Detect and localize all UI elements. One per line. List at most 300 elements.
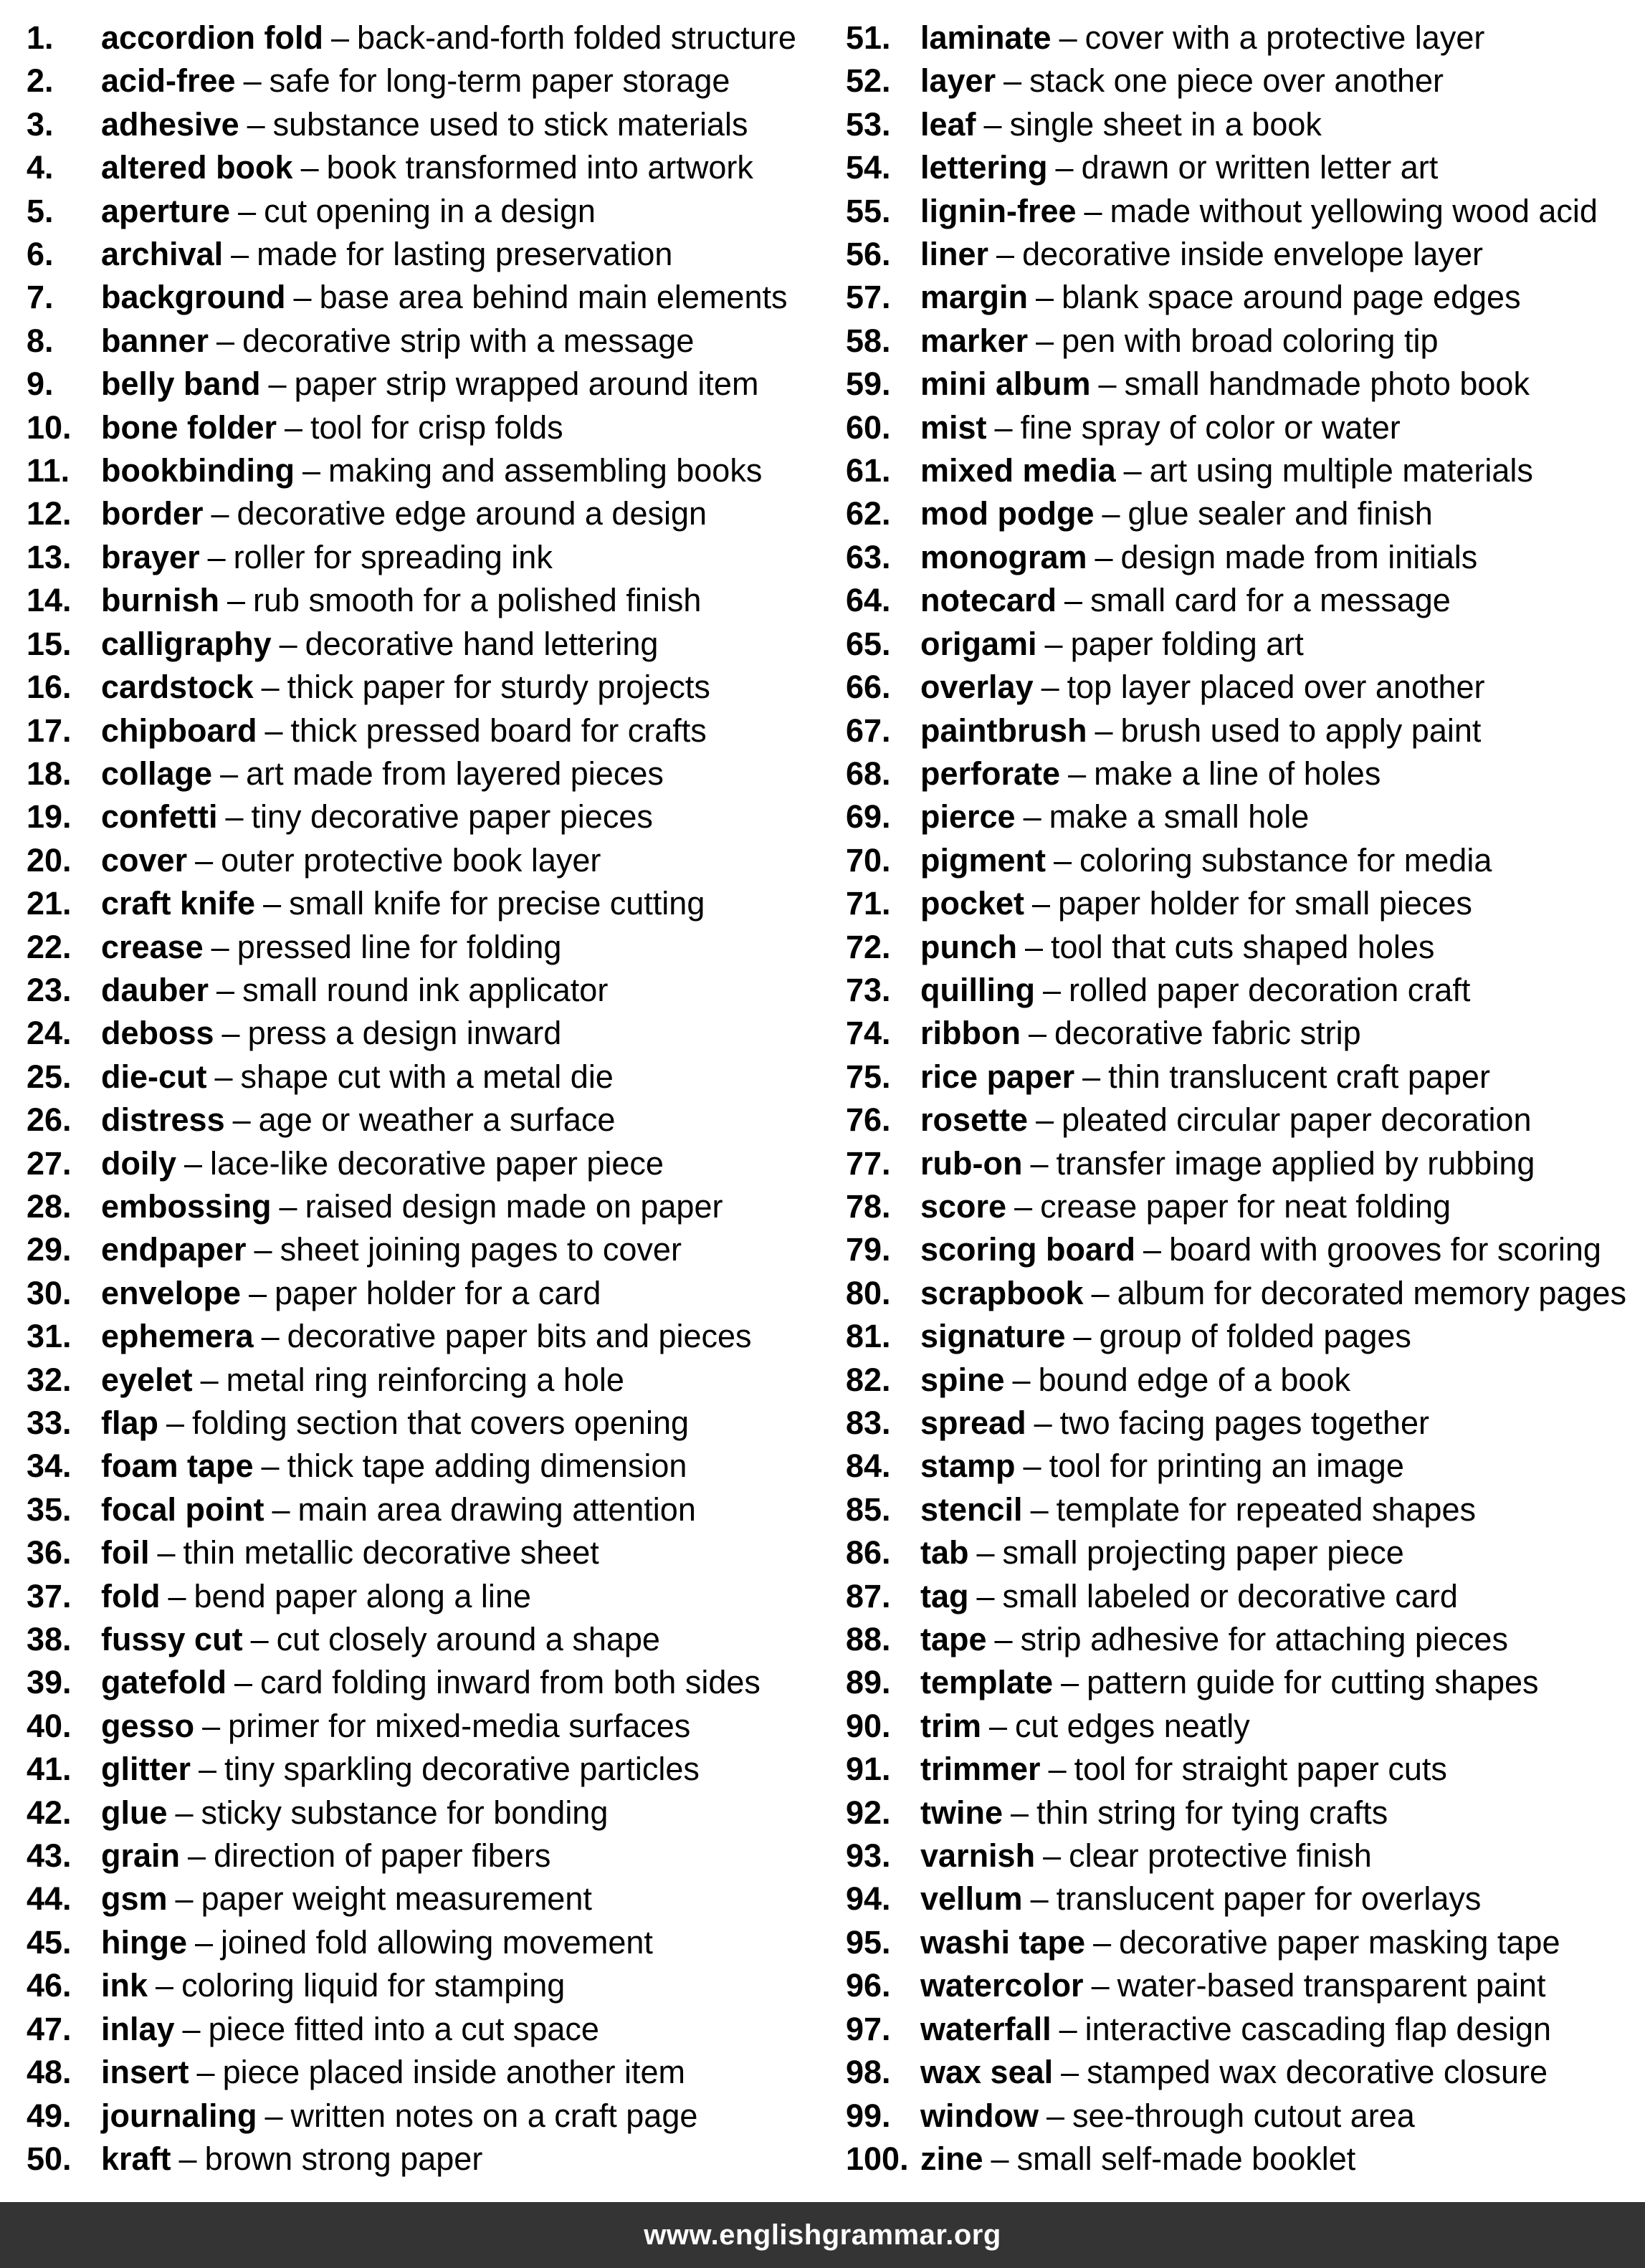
item-separator: – xyxy=(238,192,257,229)
list-item xyxy=(27,1402,846,1445)
item-definition: water-based transparent paint xyxy=(1117,1967,1546,2004)
item-separator: – xyxy=(1044,625,1063,662)
item-separator: – xyxy=(268,365,287,403)
list-item xyxy=(27,536,846,579)
item-term: ephemera xyxy=(101,1318,254,1355)
item-number: 28. xyxy=(27,1187,72,1225)
list-item xyxy=(27,926,846,969)
item-separator: – xyxy=(1084,192,1102,229)
item-definition: decorative strip with a message xyxy=(242,322,695,359)
item-separator: – xyxy=(1059,2010,1077,2047)
item-term: inlay xyxy=(101,2010,175,2047)
list-item xyxy=(846,363,1645,406)
list-item xyxy=(27,233,846,276)
item-definition: make a line of holes xyxy=(1094,755,1381,792)
item-definition: decorative edge around a design xyxy=(237,495,707,532)
item-term: ink xyxy=(101,1967,148,2004)
item-definition: safe for long-term paper storage xyxy=(269,62,730,100)
list-item xyxy=(27,1272,846,1315)
item-number: 61. xyxy=(846,452,891,489)
item-definition: tiny decorative paper pieces xyxy=(251,798,653,836)
item-definition: decorative paper bits and pieces xyxy=(287,1318,752,1355)
item-term: leaf xyxy=(920,105,976,143)
item-definition: brush used to apply paint xyxy=(1120,712,1482,749)
item-term: punch xyxy=(920,928,1017,965)
item-definition: thin metallic decorative sheet xyxy=(183,1534,599,1571)
item-definition: bend paper along a line xyxy=(194,1577,531,1614)
item-definition: cut opening in a design xyxy=(264,192,596,229)
item-number: 2. xyxy=(27,62,54,100)
item-term: grain xyxy=(101,1837,181,1875)
item-definition: interactive cascading flap design xyxy=(1084,2010,1551,2047)
item-term: die-cut xyxy=(101,1058,207,1095)
item-separator: – xyxy=(1042,971,1061,1008)
item-definition: clear protective finish xyxy=(1069,1837,1372,1875)
item-definition: piece placed inside another item xyxy=(222,2054,685,2091)
item-definition: small round ink applicator xyxy=(242,971,609,1008)
item-definition: two facing pages together xyxy=(1059,1405,1429,1441)
item-term: acid-free xyxy=(101,62,236,100)
list-item xyxy=(846,579,1645,622)
item-definition: crease paper for neat folding xyxy=(1040,1187,1451,1225)
item-number: 41. xyxy=(27,1751,72,1788)
item-term: craft knife xyxy=(101,885,256,922)
list-item xyxy=(27,1575,846,1618)
list-item xyxy=(846,1445,1645,1488)
item-separator: – xyxy=(285,408,303,446)
list-item xyxy=(27,2095,846,2138)
item-term: liner xyxy=(920,236,989,273)
item-term: tag xyxy=(920,1577,969,1614)
item-number: 67. xyxy=(846,712,891,749)
item-separator: – xyxy=(996,236,1015,273)
item-definition: coloring substance for media xyxy=(1079,841,1492,879)
item-term: tab xyxy=(920,1534,969,1571)
item-separator: – xyxy=(983,105,1002,143)
item-number: 17. xyxy=(27,712,72,749)
item-definition: fine spray of color or water xyxy=(1020,408,1401,446)
item-number: 89. xyxy=(846,1664,891,1701)
item-term: margin xyxy=(920,279,1029,316)
item-separator: – xyxy=(216,322,235,359)
item-number: 93. xyxy=(846,1837,891,1875)
list-item xyxy=(27,839,846,882)
item-definition: primer for mixed-media surfaces xyxy=(228,1707,691,1744)
list-item xyxy=(846,320,1645,363)
item-separator: – xyxy=(1030,1491,1049,1528)
item-separator: – xyxy=(261,669,280,706)
item-term: calligraphy xyxy=(101,625,272,662)
item-separator: – xyxy=(279,625,297,662)
item-number: 94. xyxy=(846,1880,891,1918)
list-item xyxy=(846,1228,1645,1271)
item-definition: transfer image applied by rubbing xyxy=(1056,1144,1535,1182)
list-item xyxy=(27,16,846,59)
item-number: 34. xyxy=(27,1448,72,1485)
item-definition: decorative inside envelope layer xyxy=(1022,236,1483,273)
item-separator: – xyxy=(1011,1794,1029,1831)
item-term: stamp xyxy=(920,1448,1016,1485)
list-item xyxy=(27,320,846,363)
item-term: trim xyxy=(920,1707,982,1744)
item-definition: small handmade photo book xyxy=(1124,365,1530,403)
item-definition: book transformed into artwork xyxy=(326,149,753,186)
item-number: 45. xyxy=(27,1923,72,1961)
list-item xyxy=(846,752,1645,795)
item-separator: – xyxy=(1055,149,1074,186)
item-separator: – xyxy=(989,1707,1008,1744)
item-number: 5. xyxy=(27,192,54,229)
item-term: notecard xyxy=(920,582,1057,619)
item-definition: pleated circular paper decoration xyxy=(1062,1101,1532,1139)
list-item xyxy=(27,276,846,319)
item-separator: – xyxy=(1028,1015,1046,1052)
item-term: perforate xyxy=(920,755,1061,792)
item-separator: – xyxy=(1095,712,1113,749)
item-number: 15. xyxy=(27,625,72,662)
item-term: mixed media xyxy=(920,452,1116,489)
list-item xyxy=(846,882,1645,925)
item-number: 23. xyxy=(27,971,72,1008)
item-definition: base area behind main elements xyxy=(319,279,788,316)
item-separator: – xyxy=(302,452,320,489)
item-term: burnish xyxy=(101,582,219,619)
item-number: 36. xyxy=(27,1534,72,1571)
item-number: 33. xyxy=(27,1405,72,1441)
list-item xyxy=(27,1964,846,2007)
item-separator: – xyxy=(200,1361,219,1398)
item-term: crease xyxy=(101,928,204,965)
item-term: monogram xyxy=(920,538,1087,575)
item-definition: folding section that covers opening xyxy=(192,1405,689,1441)
item-separator: – xyxy=(1032,885,1051,922)
item-number: 63. xyxy=(846,538,891,575)
item-definition: drawn or written letter art xyxy=(1081,149,1439,186)
item-number: 1. xyxy=(27,19,54,56)
item-number: 12. xyxy=(27,495,72,532)
item-separator: – xyxy=(1102,495,1120,532)
item-number: 11. xyxy=(27,452,70,489)
list-item xyxy=(846,623,1645,666)
list-item xyxy=(846,709,1645,752)
list-item xyxy=(27,1531,846,1574)
item-separator: – xyxy=(157,1534,176,1571)
item-separator: – xyxy=(994,1621,1013,1658)
item-term: envelope xyxy=(101,1274,242,1311)
item-definition: template for repeated shapes xyxy=(1056,1491,1476,1528)
item-number: 21. xyxy=(27,885,72,922)
item-number: 9. xyxy=(27,365,54,403)
list-item xyxy=(846,1921,1645,1964)
item-separator: – xyxy=(232,1101,251,1139)
item-definition: top layer placed over another xyxy=(1067,669,1485,706)
item-definition: tool that cuts shaped holes xyxy=(1051,928,1435,965)
item-separator: – xyxy=(211,495,229,532)
item-separator: – xyxy=(1143,1231,1162,1268)
item-definition: paper holder for a card xyxy=(275,1274,601,1311)
item-separator: – xyxy=(195,1923,214,1961)
list-item xyxy=(846,59,1645,102)
item-definition: press a design inward xyxy=(247,1015,562,1052)
list-item xyxy=(846,1315,1645,1358)
list-item xyxy=(846,666,1645,709)
item-separator: – xyxy=(254,1231,272,1268)
item-definition: decorative hand lettering xyxy=(305,625,659,662)
item-definition: pen with broad coloring tip xyxy=(1062,322,1439,359)
list-item xyxy=(27,623,846,666)
item-term: cardstock xyxy=(101,669,254,706)
list-item xyxy=(27,2051,846,2094)
item-term: vellum xyxy=(920,1880,1023,1918)
list-item xyxy=(27,2008,846,2051)
item-term: deboss xyxy=(101,1015,214,1052)
item-term: stencil xyxy=(920,1491,1023,1528)
item-term: accordion fold xyxy=(101,19,324,56)
list-item xyxy=(27,1099,846,1142)
item-number: 44. xyxy=(27,1880,72,1918)
item-term: pigment xyxy=(920,841,1046,879)
list-item xyxy=(846,2138,1645,2181)
item-definition: brown strong paper xyxy=(204,2140,483,2177)
item-number: 98. xyxy=(846,2054,891,2091)
list-item xyxy=(846,492,1645,535)
item-number: 66. xyxy=(846,669,891,706)
item-definition: small labeled or decorative card xyxy=(1002,1577,1458,1614)
item-number: 46. xyxy=(27,1967,72,2004)
list-item xyxy=(846,536,1645,579)
item-definition: small self-made booklet xyxy=(1016,2140,1356,2177)
item-term: rice paper xyxy=(920,1058,1075,1095)
item-term: collage xyxy=(101,755,213,792)
list-item xyxy=(846,2008,1645,2051)
item-number: 92. xyxy=(846,1794,891,1831)
item-term: dauber xyxy=(101,971,209,1008)
item-number: 97. xyxy=(846,2010,891,2047)
item-number: 76. xyxy=(846,1101,891,1139)
item-separator: – xyxy=(156,1967,174,2004)
item-separator: – xyxy=(249,1274,267,1311)
item-number: 47. xyxy=(27,2010,72,2047)
item-definition: age or weather a surface xyxy=(258,1101,616,1139)
item-separator: – xyxy=(261,1318,280,1355)
item-number: 69. xyxy=(846,798,891,836)
item-term: pierce xyxy=(920,798,1016,836)
list-item xyxy=(27,1705,846,1748)
list-item xyxy=(27,59,846,102)
item-term: pocket xyxy=(920,885,1025,922)
item-definition: direction of paper fibers xyxy=(214,1837,551,1875)
item-separator: – xyxy=(264,2097,283,2134)
item-definition: bound edge of a book xyxy=(1038,1361,1350,1398)
item-number: 25. xyxy=(27,1058,72,1095)
item-term: gsm xyxy=(101,1880,168,1918)
item-definition: paper weight measurement xyxy=(201,1880,592,1918)
item-number: 74. xyxy=(846,1015,891,1052)
item-separator: – xyxy=(1043,1837,1062,1875)
item-definition: sheet joining pages to cover xyxy=(280,1231,682,1268)
list-item xyxy=(846,1359,1645,1402)
item-term: spread xyxy=(920,1405,1026,1441)
list-item xyxy=(27,1877,846,1920)
item-separator: – xyxy=(1036,1101,1054,1139)
item-term: kraft xyxy=(101,2140,171,2177)
item-number: 99. xyxy=(846,2097,891,2134)
list-item xyxy=(27,969,846,1012)
item-term: bookbinding xyxy=(101,452,295,489)
item-number: 35. xyxy=(27,1491,72,1528)
item-number: 42. xyxy=(27,1794,72,1831)
list-item xyxy=(27,190,846,233)
list-item xyxy=(846,1705,1645,1748)
item-separator: – xyxy=(1095,538,1113,575)
item-separator: – xyxy=(263,885,282,922)
item-term: insert xyxy=(101,2054,189,2091)
list-item xyxy=(846,103,1645,146)
item-separator: – xyxy=(976,1577,995,1614)
item-number: 64. xyxy=(846,582,891,619)
list-item xyxy=(27,1488,846,1531)
item-number: 29. xyxy=(27,1231,72,1268)
item-term: brayer xyxy=(101,538,200,575)
item-separator: – xyxy=(1048,1751,1067,1788)
item-separator: – xyxy=(1034,1405,1052,1441)
item-separator: – xyxy=(1030,1880,1049,1918)
item-definition: cut closely around a shape xyxy=(276,1621,660,1658)
item-definition: thick tape adding dimension xyxy=(287,1448,687,1485)
item-separator: – xyxy=(1036,279,1054,316)
item-term: distress xyxy=(101,1101,225,1139)
item-number: 68. xyxy=(846,755,891,792)
item-separator: – xyxy=(207,538,226,575)
item-separator: – xyxy=(216,971,235,1008)
item-separator: – xyxy=(1061,2054,1079,2091)
item-separator: – xyxy=(1064,582,1083,619)
item-definition: sticky substance for bonding xyxy=(201,1794,609,1831)
list-item xyxy=(846,1575,1645,1618)
item-separator: – xyxy=(1046,2097,1065,2134)
item-number: 10. xyxy=(27,408,72,446)
item-separator: – xyxy=(234,1664,253,1701)
list-item xyxy=(27,1228,846,1271)
item-number: 14. xyxy=(27,582,72,619)
item-term: mini album xyxy=(920,365,1091,403)
item-term: ribbon xyxy=(920,1015,1021,1052)
item-definition: translucent paper for overlays xyxy=(1056,1880,1482,1918)
item-term: scrapbook xyxy=(920,1274,1084,1311)
item-separator: – xyxy=(1068,755,1087,792)
item-definition: paper folding art xyxy=(1070,625,1304,662)
list-item xyxy=(846,146,1645,189)
list-item xyxy=(846,1791,1645,1834)
item-separator: – xyxy=(250,1621,269,1658)
list-item xyxy=(846,1056,1645,1099)
item-definition: pattern guide for cutting shapes xyxy=(1087,1664,1539,1701)
item-number: 70. xyxy=(846,841,891,879)
item-definition: main area drawing attention xyxy=(297,1491,696,1528)
item-number: 91. xyxy=(846,1751,891,1788)
item-separator: – xyxy=(1073,1318,1092,1355)
item-separator: – xyxy=(184,1144,203,1182)
item-term: mist xyxy=(920,408,987,446)
list-item xyxy=(846,926,1645,969)
item-term: twine xyxy=(920,1794,1003,1831)
item-number: 38. xyxy=(27,1621,72,1658)
list-item xyxy=(846,1142,1645,1185)
item-number: 50. xyxy=(27,2140,72,2177)
item-term: signature xyxy=(920,1318,1066,1355)
footer-url: www.englishgrammar.org xyxy=(644,2219,1001,2251)
item-definition: written notes on a craft page xyxy=(290,2097,698,2134)
list-item xyxy=(846,1531,1645,1574)
item-term: background xyxy=(101,279,286,316)
item-definition: single sheet in a book xyxy=(1009,105,1322,143)
item-number: 6. xyxy=(27,236,54,273)
item-number: 39. xyxy=(27,1664,72,1701)
item-term: score xyxy=(920,1187,1007,1225)
item-number: 19. xyxy=(27,798,72,836)
list-item xyxy=(27,1748,846,1791)
item-term: gesso xyxy=(101,1707,195,1744)
list-item xyxy=(27,449,846,492)
footer-bar xyxy=(0,2202,1645,2268)
item-term: quilling xyxy=(920,971,1035,1008)
item-term: gatefold xyxy=(101,1664,227,1701)
list-item xyxy=(846,2095,1645,2138)
item-term: adhesive xyxy=(101,105,239,143)
item-term: foil xyxy=(101,1534,150,1571)
item-definition: glue sealer and finish xyxy=(1127,495,1433,532)
item-separator: – xyxy=(202,1707,221,1744)
item-definition: rub smooth for a polished finish xyxy=(253,582,702,619)
item-separator: – xyxy=(166,1405,185,1441)
list-item xyxy=(27,752,846,795)
item-definition: tiny sparkling decorative particles xyxy=(224,1751,700,1788)
item-term: spine xyxy=(920,1361,1005,1398)
item-term: lettering xyxy=(920,149,1048,186)
item-definition: outer protective book layer xyxy=(221,841,601,879)
item-separator: – xyxy=(211,928,229,965)
list-item xyxy=(846,1272,1645,1315)
item-term: archival xyxy=(101,236,224,273)
list-item xyxy=(27,1142,846,1185)
item-number: 22. xyxy=(27,928,72,965)
item-separator: – xyxy=(264,712,283,749)
item-term: foam tape xyxy=(101,1448,254,1485)
item-separator: – xyxy=(1054,841,1072,879)
item-term: marker xyxy=(920,322,1029,359)
item-definition: lace-like decorative paper piece xyxy=(210,1144,664,1182)
item-definition: thin translucent craft paper xyxy=(1108,1058,1490,1095)
item-definition: small knife for precise cutting xyxy=(289,885,705,922)
item-separator: – xyxy=(195,841,214,879)
item-definition: paper holder for small pieces xyxy=(1058,885,1472,922)
item-term: wax seal xyxy=(920,2054,1054,2091)
item-separator: – xyxy=(1098,365,1117,403)
item-number: 81. xyxy=(846,1318,891,1355)
item-number: 27. xyxy=(27,1144,72,1182)
item-term: window xyxy=(920,2097,1039,2134)
item-term: washi tape xyxy=(920,1923,1086,1961)
item-separator: – xyxy=(300,149,319,186)
item-number: 32. xyxy=(27,1361,72,1398)
item-term: flap xyxy=(101,1405,159,1441)
item-number: 95. xyxy=(846,1923,891,1961)
list-item xyxy=(846,1618,1645,1661)
item-term: paintbrush xyxy=(920,712,1087,749)
item-definition: small card for a message xyxy=(1090,582,1451,619)
list-item xyxy=(846,233,1645,276)
item-separator: – xyxy=(1059,19,1077,56)
